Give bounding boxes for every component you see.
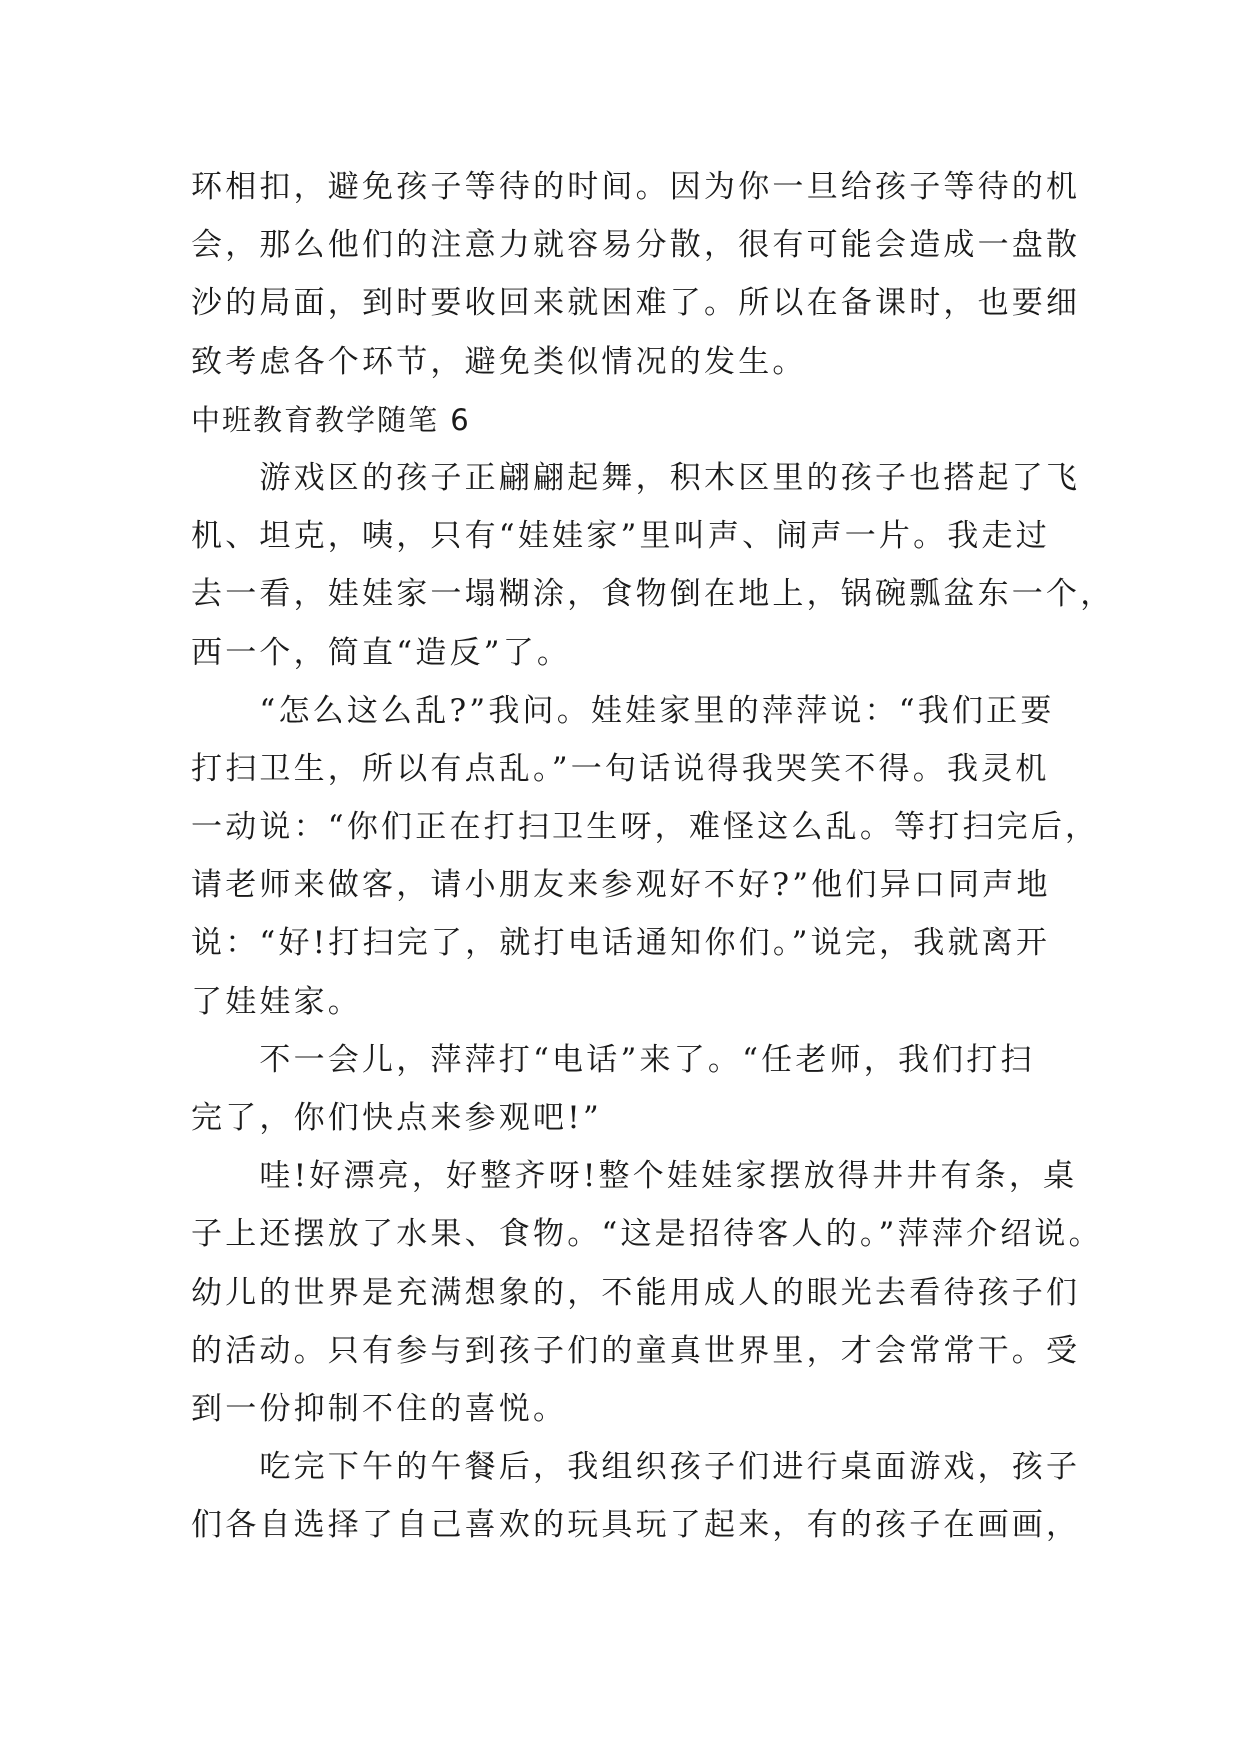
text-line: 沙的局面，到时要收回来就困难了。所以在备课时，也要细 <box>191 285 1081 322</box>
text-line: 哇!好漂亮，好整齐呀!整个娃娃家摆放得井井有条，桌 <box>191 1158 1078 1195</box>
text-line: 完了，你们快点来参观吧!” <box>191 1100 602 1136</box>
document-body <box>191 158 1115 1555</box>
text-line: 西一个，简直“造反”了。 <box>191 634 572 671</box>
text-line: 打扫卫生，所以有点乱。”一句话说得我哭笑不得。我灵机 <box>191 750 1050 787</box>
text-line: 幼儿的世界是充满想象的，不能用成人的眼光去看待孩子们 <box>191 1274 1081 1311</box>
section-heading: 中班教育教学随笔 6 <box>191 402 471 437</box>
text-line: 不一会儿，萍萍打“电话”来了。“任老师，我们打扫 <box>191 1041 1035 1078</box>
text-line: 说：“好!打扫完了，就打电话通知你们。”说完，我就离开 <box>191 925 1051 962</box>
text-line: 致考虑各个环节，避免类似情况的发生。 <box>191 343 807 380</box>
text-line: 的活动。只有参与到孩子们的童真世界里，才会常常干。受 <box>191 1332 1081 1369</box>
text-line: 环相扣，避免孩子等待的时间。因为你一旦给孩子等待的机 <box>191 169 1081 205</box>
text-line: 们各自选择了自己喜欢的玩具玩了起来，有的孩子在画画， <box>191 1507 1081 1544</box>
text-line: 游戏区的孩子正翩翩起舞，积木区里的孩子也搭起了飞 <box>191 459 1081 496</box>
text-line: 到一份抑制不住的喜悦。 <box>191 1390 568 1427</box>
text-line: 子上还摆放了水果、食物。“这是招待客人的。”萍萍介绍说。 <box>191 1216 1103 1253</box>
text-line: 去一看，娃娃家一塌糊涂，食物倒在地上，锅碗瓢盆东一个， <box>191 576 1115 613</box>
text-line: “怎么这么乱?”我问。娃娃家里的萍萍说：“我们正要 <box>191 692 1055 729</box>
text-line: 机、坦克，咦，只有“娃娃家”里叫声、闹声一片。我走过 <box>191 518 1050 555</box>
text-line: 会，那么他们的注意力就容易分散，很有可能会造成一盘散 <box>191 227 1081 264</box>
text-line: 吃完下午的午餐后，我组织孩子们进行桌面游戏，孩子 <box>191 1449 1081 1486</box>
text-line: 请老师来做客，请小朋友来参观好不好?”他们异口同声地 <box>191 867 1051 904</box>
text-line: 了娃娃家。 <box>191 983 362 1020</box>
text-line: 一动说：“你们正在打扫卫生呀，难怪这么乱。等打扫完后， <box>191 809 1100 846</box>
